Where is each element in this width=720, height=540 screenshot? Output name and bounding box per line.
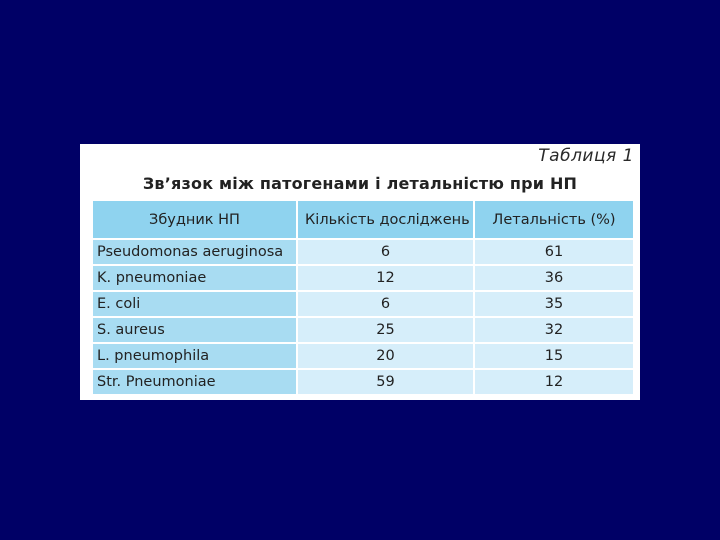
header-study-count: Кількість досліджень bbox=[298, 201, 473, 238]
table-row bbox=[93, 344, 633, 368]
mortality-cell: 61 bbox=[475, 240, 633, 264]
mortality-cell: 35 bbox=[475, 292, 633, 316]
table-row bbox=[93, 266, 633, 290]
table-row bbox=[93, 292, 633, 316]
pathogen-cell: S. aureus bbox=[93, 318, 296, 342]
pathogen-cell: L. pneumophila bbox=[93, 344, 296, 368]
table-image bbox=[80, 144, 640, 400]
table-row bbox=[93, 318, 633, 342]
data-table bbox=[93, 201, 633, 396]
mortality-cell: 12 bbox=[475, 370, 633, 394]
study-count-cell: 12 bbox=[298, 266, 473, 290]
pathogen-cell: K. pneumoniae bbox=[93, 266, 296, 290]
study-count-cell: 6 bbox=[298, 240, 473, 264]
table-caption: Таблиця 1 bbox=[538, 146, 634, 166]
header-mortality: Летальність (%) bbox=[475, 201, 633, 238]
mortality-cell: 32 bbox=[475, 318, 633, 342]
pathogen-cell: Pseudomonas aeruginosa bbox=[93, 240, 296, 264]
mortality-cell: 36 bbox=[475, 266, 633, 290]
pathogen-cell: Str. Pneumoniae bbox=[93, 370, 296, 394]
table-row bbox=[93, 370, 633, 394]
table-title: Зв’язок між патогенами і летальністю при НП bbox=[142, 174, 578, 193]
mortality-cell: 15 bbox=[475, 344, 633, 368]
study-count-cell: 59 bbox=[298, 370, 473, 394]
header-pathogen: Збудник НП bbox=[93, 201, 296, 238]
study-count-cell: 20 bbox=[298, 344, 473, 368]
study-count-cell: 6 bbox=[298, 292, 473, 316]
table-header-row bbox=[93, 201, 633, 238]
table-row bbox=[93, 240, 633, 264]
pathogen-cell: E. coli bbox=[93, 292, 296, 316]
study-count-cell: 25 bbox=[298, 318, 473, 342]
